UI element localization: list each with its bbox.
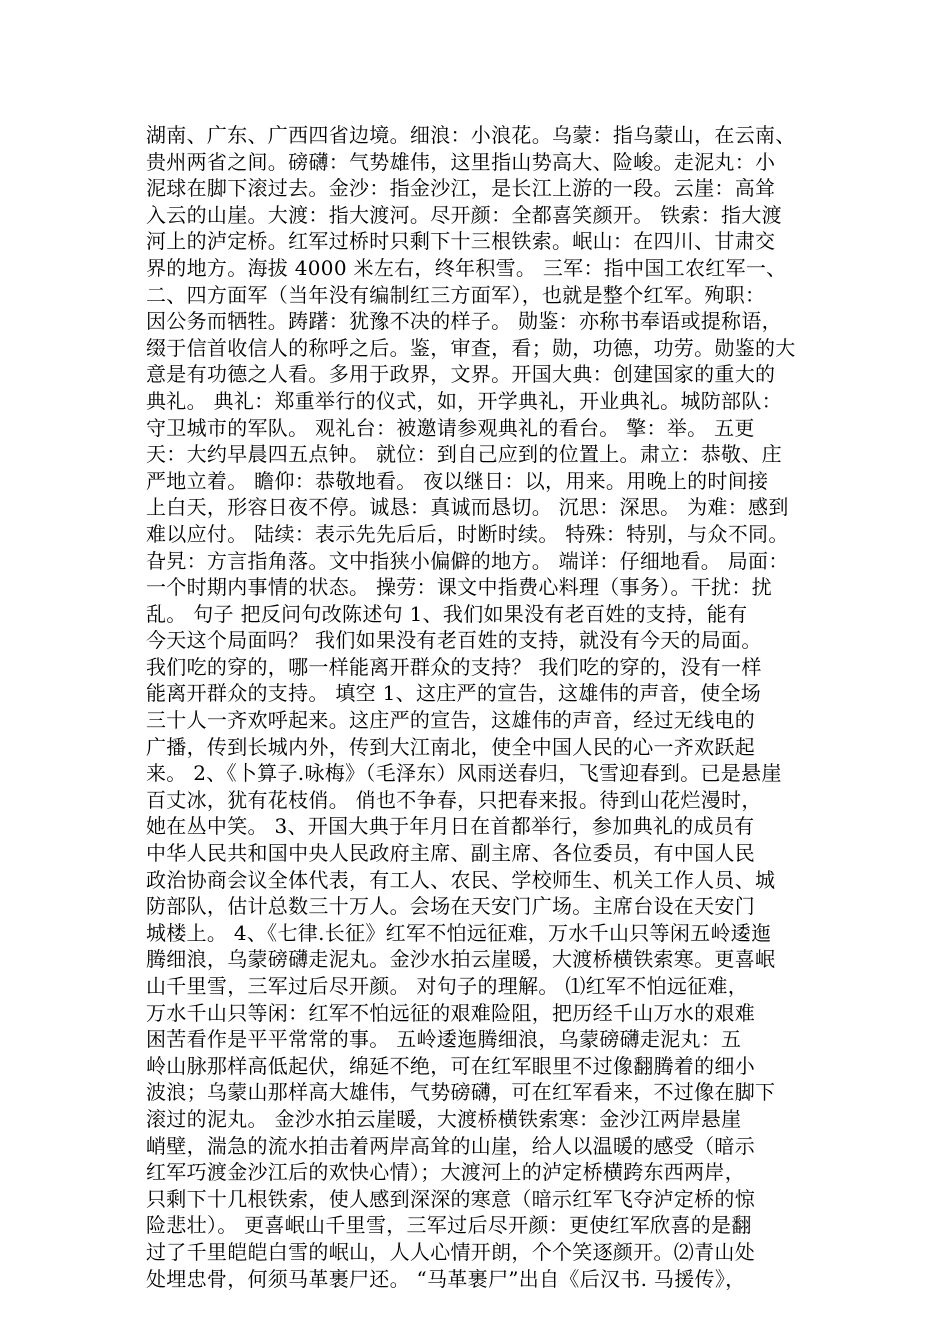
- text-line: 今天这个局面吗？ 我们如果没有老百姓的支持，就没有今天的局面。: [146, 628, 762, 653]
- text-line: 典礼。 典礼：郑重举行的仪式，如，开学典礼，开业典礼。城防部队：: [146, 388, 782, 413]
- text-line: 我们吃的穿的，哪一样能离开群众的支持？ 我们吃的穿的，没有一样: [146, 654, 762, 679]
- text-line: 她在丛中笑。 3、开国大典于年月日在首都举行，参加典礼的成员有: [146, 814, 755, 839]
- text-line: 过了千里皑皑白雪的岷山，人人心情开朗，个个笑逐颜开。⑵青山处: [146, 1239, 755, 1264]
- text-line: 峭壁，湍急的流水拍击着两岸高耸的山崖，给人以温暖的感受（暗示: [146, 1133, 755, 1158]
- text-line: 百丈冰，犹有花枝俏。 俏也不争春，只把春来报。待到山花烂漫时，: [146, 787, 762, 812]
- text-line: 来。 2、《卜算子.咏梅》（毛泽东）风雨送春归，飞雪迎春到。已是悬崖: [146, 761, 782, 786]
- text-line: 难以应付。 陆续：表示先先后后，时断时续。 特殊：特别，与众不同。: [146, 521, 789, 546]
- text-line: 政治协商会议全体代表，有工人、农民、学校师生、机关工作人员、城: [146, 867, 776, 892]
- body-text: [146, 122, 810, 1292]
- text-line: 滚过的泥丸。 金沙水拍云崖暖，大渡桥横铁索寒：金沙江两岸悬崖: [146, 1106, 742, 1131]
- text-line: 乱。 句子 把反问句改陈述句 1、我们如果没有老百姓的支持，能有: [146, 601, 748, 626]
- text-line: 防部队，估计总数三十万人。会场在天安门广场。主席台设在天安门: [146, 894, 755, 919]
- text-line: 一个时期内事情的状态。 操劳：课文中指费心料理（事务）。干扰：扰: [146, 575, 772, 600]
- text-line: 意是有功德之人看。多用于政界，文界。开国大典：创建国家的重大的: [146, 362, 776, 387]
- text-line: 旮旯：方言指角落。文中指狭小偏僻的地方。 端详：仔细地看。 局面：: [146, 548, 789, 573]
- text-line: 城楼上。 4、《七律.长征》红军不怕远征难，万水千山只等闲五岭逶迤: [146, 920, 772, 945]
- text-line: 困苦看作是平平常常的事。 五岭逶迤腾细浪，乌蒙磅礴走泥丸：五: [146, 1027, 742, 1052]
- text-line: 入云的山崖。大渡：指大渡河。尽开颜：全都喜笑颜开。 铁索：指大渡: [146, 202, 782, 227]
- text-line: 山千里雪，三军过后尽开颜。 对句子的理解。 ⑴红军不怕远征难，: [146, 974, 749, 998]
- text-line: 腾细浪，乌蒙磅礴走泥丸。金沙水拍云崖暖，大渡桥横铁索寒。更喜岷: [146, 947, 776, 972]
- text-line: 严地立着。 瞻仰：恭敬地看。 夜以继日：以，用来。用晚上的时间接: [146, 468, 769, 493]
- text-line: 上白天，形容日夜不停。诚恳：真诚而恳切。 沉思：深思。 为难：感到: [146, 495, 789, 520]
- text-line: 因公务而牺牲。踌躇：犹豫不决的样子。 勋鉴：亦称书奉语或提称语，: [146, 309, 782, 334]
- text-line: 湖南、广东、广西四省边境。细浪：小浪花。乌蒙：指乌蒙山，在云南、: [146, 123, 796, 147]
- text-line: 守卫城市的军队。 观礼台：被邀请参观典礼的看台。 擎：举。 五更: [146, 415, 755, 440]
- text-line: 波浪；乌蒙山那样高大雄伟，气势磅礴，可在红军看来，不过像在脚下: [146, 1080, 776, 1105]
- text-line: 二、四方面军（当年没有编制红三方面军），也就是整个红军。殉职：: [146, 282, 766, 307]
- text-line: 贵州两省之间。磅礴：气势雄伟，这里指山势高大、险峻。走泥丸：小: [146, 149, 776, 174]
- text-line: 天：大约早晨四五点钟。 就位：到自己应到的位置上。肃立：恭敬、庄: [146, 442, 782, 467]
- text-line: 红军巧渡金沙江后的欢快心情）；大渡河上的泸定桥横跨东西两岸，: [146, 1160, 745, 1185]
- text-line: 三十人一齐欢呼起来。这庄严的宣告，这雄伟的声音，经过无线电的: [146, 708, 755, 733]
- text-line: 只剩下十几根铁索，使人感到深深的寒意（暗示红军飞夺泸定桥的惊: [146, 1186, 755, 1211]
- text-line: 缀于信首收信人的称呼之后。鉴，审查，看；勋，功德，功劳。勋鉴的大: [146, 335, 796, 360]
- text-line: 岭山脉那样高低起伏，绵延不绝，可在红军眼里不过像翻腾着的细小: [146, 1053, 755, 1078]
- text-line: 泥球在脚下滚过去。金沙：指金沙江，是长江上游的一段。云崖：高耸: [146, 176, 776, 201]
- text-line: 界的地方。海拔 4000 米左右，终年积雪。 三军：指中国工农红军一、: [146, 255, 787, 280]
- text-line: 万水千山只等闲：红军不怕远征的艰难险阻，把历经千山万水的艰难: [146, 1000, 755, 1025]
- text-line: 中华人民共和国中央人民政府主席、副主席、各位委员，有中国人民: [146, 841, 755, 866]
- text-line: 险悲壮）。 更喜岷山千里雪，三军过后尽开颜：更使红军欣喜的是翻: [146, 1213, 752, 1238]
- text-line: 广播，传到长城内外，传到大江南北，使全中国人民的心一齐欢跃起: [146, 734, 755, 759]
- text-line: 能离开群众的支持。 填空 1、这庄严的宣告，这雄伟的声音，使全场: [146, 681, 762, 706]
- text-line: 处埋忠骨，何须马革裹尸还。 “马革裹尸”出自《后汉书. 马援传》，: [146, 1266, 746, 1291]
- text-line: 河上的泸定桥。红军过桥时只剩下十三根铁索。岷山：在四川、甘肃交: [146, 229, 776, 254]
